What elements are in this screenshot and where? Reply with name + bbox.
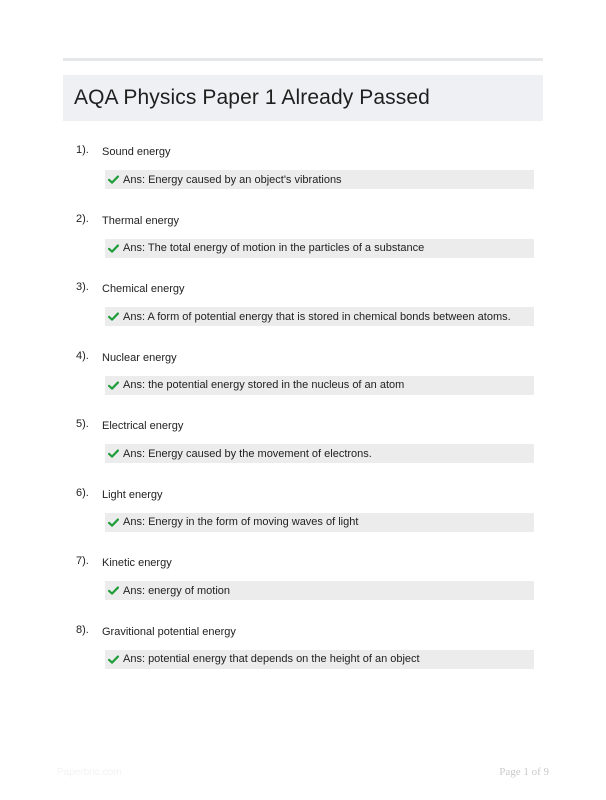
title-band [63, 75, 543, 121]
answer-box [105, 307, 534, 326]
check-icon [108, 243, 119, 254]
question-text: Electrical energy [102, 420, 184, 432]
question-number: 3). [76, 281, 89, 293]
top-divider [63, 58, 543, 61]
question-text: Kinetic energy [102, 557, 172, 569]
question-item-7 [63, 552, 543, 621]
question-item-4 [63, 347, 543, 416]
question-item-3 [63, 278, 543, 347]
question-text: Sound energy [102, 146, 171, 158]
answer-text: Ans: potential energy that depends on the height of an object [123, 653, 420, 665]
page-title: AQA Physics Paper 1 Already Passed [74, 86, 430, 109]
answer-text: Ans: the potential energy stored in the nucleus of an atom [123, 379, 405, 391]
question-list [63, 141, 543, 689]
answer-box [105, 376, 534, 395]
footer-watermark: Paperbric.com [57, 767, 122, 778]
question-item-6 [63, 484, 543, 553]
answer-box [105, 444, 534, 463]
answer-text: Ans: Energy in the form of moving waves of light [123, 516, 359, 528]
check-icon [108, 654, 119, 665]
question-text: Thermal energy [102, 214, 180, 227]
question-item-8 [63, 621, 543, 690]
question-number: 8). [76, 623, 89, 636]
question-number: 4). [76, 349, 89, 362]
answer-box [105, 650, 534, 669]
question-item-1 [63, 141, 543, 210]
question-item-2 [63, 210, 543, 279]
question-number: 1). [76, 144, 89, 156]
question-text: Light energy [102, 488, 163, 501]
answer-text: Ans: energy of motion [123, 584, 231, 597]
question-number: 6). [76, 486, 89, 499]
check-icon [108, 380, 119, 391]
question-number: 5). [76, 418, 89, 430]
question-text: Gravitional potential energy [102, 625, 236, 638]
answer-box [105, 170, 534, 189]
answer-text: Ans: Energy caused by the movement of electrons. [123, 447, 372, 460]
answer-text: Ans: A form of potential energy that is stored in chemical bonds between atoms. [123, 310, 511, 323]
check-icon [108, 174, 119, 185]
check-icon [108, 585, 119, 596]
answer-box [105, 513, 534, 532]
question-number: 7). [76, 555, 89, 567]
check-icon [108, 311, 119, 322]
answer-text: Ans: The total energy of motion in the particles of a substance [123, 242, 425, 254]
page-number: Page 1 of 9 [499, 766, 549, 778]
question-text: Nuclear energy [102, 351, 177, 364]
answer-box [105, 239, 534, 258]
question-text: Chemical energy [102, 283, 185, 295]
answer-box [105, 581, 534, 600]
question-number: 2). [76, 212, 89, 225]
check-icon [108, 448, 119, 459]
question-item-5 [63, 415, 543, 484]
check-icon [108, 517, 119, 528]
answer-text: Ans: Energy caused by an object's vibrations [123, 173, 342, 186]
